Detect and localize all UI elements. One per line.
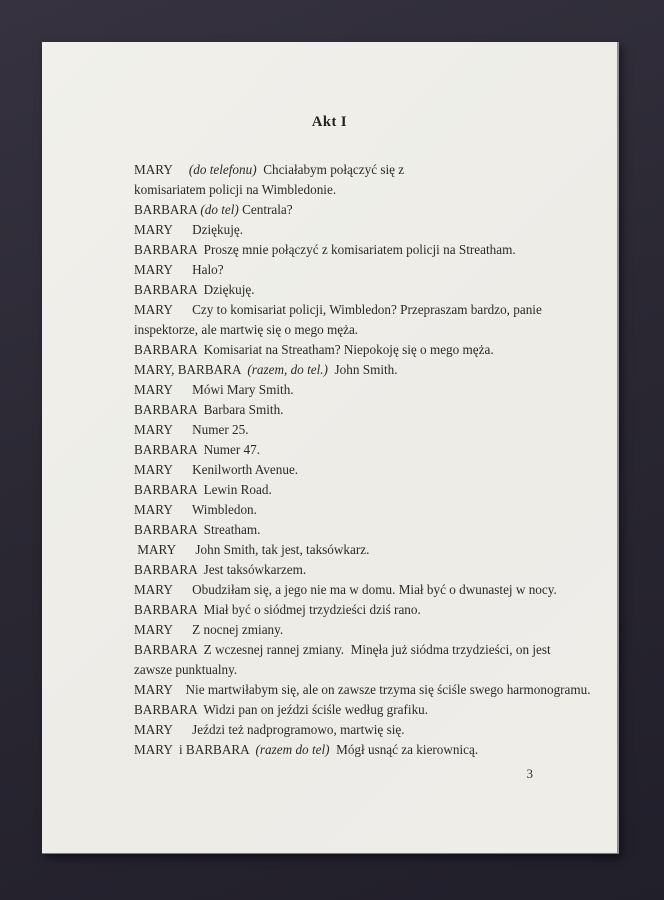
script-line bbox=[134, 660, 593, 680]
script-line bbox=[134, 400, 593, 420]
dialogue-text: BARBARA Miał być o siódmej trzydzieści dziś rano. bbox=[134, 602, 421, 617]
page-number: 3 bbox=[526, 766, 533, 781]
script-line bbox=[134, 500, 593, 520]
script-line bbox=[134, 360, 593, 380]
script-line bbox=[134, 540, 593, 560]
dialogue-text: BARBARA Z wczesnej rannej zmiany. Minęła już siódma trzydzieści, on jest bbox=[134, 642, 551, 657]
script-line bbox=[134, 380, 593, 400]
dialogue-text: MARY, BARBARA bbox=[134, 362, 248, 377]
dialogue-text: MARY Nie martwiłabym się, ale on zawsze trzyma się ściśle swego harmonogramu. bbox=[134, 682, 591, 697]
script-line bbox=[134, 620, 593, 640]
dialogue-text: komisariatem policji na Wimbledonie. bbox=[134, 182, 337, 197]
dialogue-text: inspektorze, ale martwię się o mego męża. bbox=[134, 322, 359, 337]
dialogue-text: MARY bbox=[134, 162, 189, 177]
script-line bbox=[134, 320, 593, 340]
script-line bbox=[134, 300, 593, 320]
dialogue-text: MARY i BARBARA bbox=[134, 742, 256, 757]
script-line bbox=[134, 560, 593, 580]
dialogue-text: John Smith. bbox=[327, 362, 398, 377]
script-line bbox=[134, 480, 593, 500]
dialogue-text: BARBARA Numer 47. bbox=[134, 442, 261, 457]
dialogue-text: BARBARA Dziękuję. bbox=[134, 282, 255, 297]
dialogue-text: BARBARA Streatham. bbox=[134, 522, 261, 537]
script-line bbox=[134, 740, 593, 760]
dialogue-text: BARBARA Jest taksówkarzem. bbox=[134, 562, 307, 577]
dialogue-text: MARY Halo? bbox=[134, 262, 224, 277]
script-line bbox=[134, 600, 593, 620]
script-line bbox=[134, 640, 593, 660]
dialogue-text: MARY John Smith, tak jest, taksówkarz. bbox=[134, 542, 370, 557]
script-line bbox=[134, 280, 593, 300]
script-line bbox=[134, 420, 593, 440]
script-line bbox=[134, 680, 593, 700]
stage-direction: (razem do tel) bbox=[255, 742, 330, 757]
dialogue-text: Chciałabym połączyć się z bbox=[256, 162, 405, 177]
script-line bbox=[134, 220, 593, 240]
page-title: Akt I bbox=[311, 114, 348, 130]
dialogue-text: MARY Czy to komisariat policji, Wimbledon? Przepraszam bardzo, panie bbox=[134, 302, 542, 317]
dialogue-text: BARBARA bbox=[134, 202, 201, 217]
script-line bbox=[134, 180, 593, 200]
script-line bbox=[134, 520, 593, 540]
dialogue-text: BARBARA Komisariat na Streatham? Niepokoję się o mego męża. bbox=[134, 342, 494, 357]
document-page bbox=[42, 42, 619, 854]
script-line bbox=[134, 240, 593, 260]
dialogue-text: BARBARA Lewin Road. bbox=[134, 482, 272, 497]
script-line bbox=[134, 580, 593, 600]
script-line bbox=[134, 340, 593, 360]
dialogue-text: Centrala? bbox=[238, 202, 293, 217]
script-lines bbox=[134, 160, 593, 760]
script-line bbox=[134, 200, 593, 220]
dialogue-text: MARY Dziękuję. bbox=[134, 222, 244, 237]
dialogue-text: MARY Numer 25. bbox=[134, 422, 249, 437]
stage-direction: (do telefonu) bbox=[188, 162, 257, 177]
dialogue-text: BARBARA Widzi pan on jeździ ściśle według grafiku. bbox=[134, 702, 429, 717]
stage-direction: (razem, do tel.) bbox=[247, 362, 328, 377]
dialogue-text: MARY Obudziłam się, a jego nie ma w domu. Miał być o dwunastej w nocy. bbox=[134, 582, 557, 597]
dialogue-text: zawsze punktualny. bbox=[134, 662, 238, 677]
script-line bbox=[134, 460, 593, 480]
dialogue-text: MARY Jeździ też nadprogramowo, martwię się. bbox=[134, 722, 405, 737]
dialogue-text: BARBARA Proszę mnie połączyć z komisariatem policji na Streatham. bbox=[134, 242, 516, 257]
script-line bbox=[134, 440, 593, 460]
script-line bbox=[134, 720, 593, 740]
dialogue-text: MARY Wimbledon. bbox=[134, 502, 257, 517]
stage-direction: (do tel) bbox=[200, 202, 239, 217]
dialogue-text: BARBARA Barbara Smith. bbox=[134, 402, 284, 417]
dialogue-text: Mógł usnąć za kierownicą. bbox=[329, 742, 479, 757]
script-line bbox=[134, 260, 593, 280]
script-line bbox=[134, 160, 593, 180]
script-line bbox=[134, 700, 593, 720]
dialogue-text: MARY Kenilworth Avenue. bbox=[134, 462, 299, 477]
dialogue-text: MARY Mówi Mary Smith. bbox=[134, 382, 294, 397]
dialogue-text: MARY Z nocnej zmiany. bbox=[134, 622, 284, 637]
